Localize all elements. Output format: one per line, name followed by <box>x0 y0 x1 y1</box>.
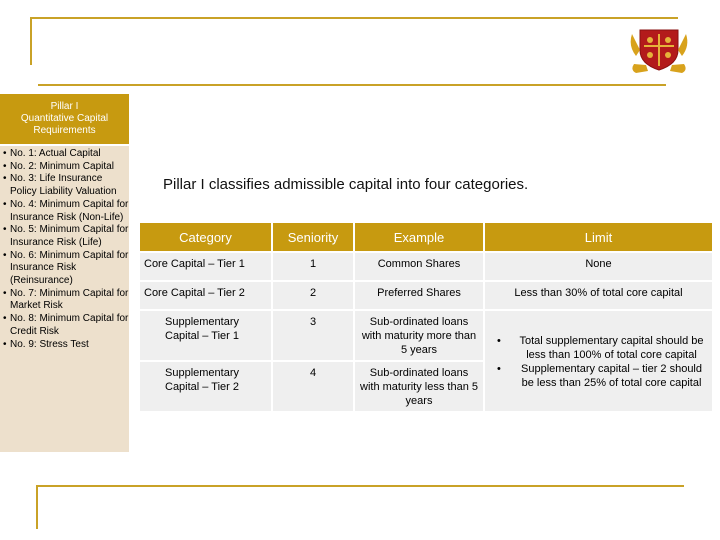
supplementary-limit-list <box>489 334 708 390</box>
column-header-category: Category <box>140 223 272 252</box>
left-decorative-line <box>30 17 32 65</box>
cell-seniority: 3 <box>272 310 354 361</box>
cell-example: Preferred Shares <box>354 281 484 310</box>
cell-example: Common Shares <box>354 252 484 281</box>
column-header-seniority: Seniority <box>272 223 354 252</box>
sidebar-title: Pillar I <box>50 101 79 112</box>
sidebar-item: • No. 4: Minimum Capital for Insurance Risk (Non-Life) <box>3 199 129 224</box>
bottom-decorative-line <box>36 485 684 487</box>
sidebar-list <box>0 146 129 351</box>
capital-categories-table <box>140 223 712 411</box>
sidebar-panel <box>0 146 129 452</box>
cell-category: Supplementary Capital – Tier 1 <box>140 310 272 361</box>
table-row <box>140 281 712 310</box>
cell-example: Sub-ordinated loans with maturity less than 5 years <box>354 361 484 411</box>
sidebar-item: • No. 7: Minimum Capital for Market Risk <box>3 288 129 313</box>
cell-category: Supplementary Capital – Tier 2 <box>140 361 272 411</box>
cell-limit: None <box>484 252 712 281</box>
cell-limit: Less than 30% of total core capital <box>484 281 712 310</box>
column-header-limit: Limit <box>484 223 712 252</box>
sidebar-subtitle-line-1: Quantitative Capital <box>20 113 109 124</box>
header-decorative-line <box>38 84 666 86</box>
table-row <box>140 310 712 361</box>
cell-seniority: 4 <box>272 361 354 411</box>
sidebar-item: • No. 5: Minimum Capital for Insurance Risk (Life) <box>3 224 129 249</box>
bottom-left-decorative-line <box>36 485 38 529</box>
sidebar-item: • No. 6: Minimum Capital for Insurance Risk (Reinsurance) <box>3 250 129 288</box>
limit-bullet: • Total supplementary capital should be less than 100% of total core capital <box>489 334 708 362</box>
cell-seniority: 1 <box>272 252 354 281</box>
cell-limit-supplementary <box>484 310 712 411</box>
sidebar-item: • No. 3: Life Insurance Policy Liability Valuation <box>3 173 129 198</box>
sidebar-item: • No. 8: Minimum Capital for Credit Risk <box>3 313 129 338</box>
page-heading: Pillar I classifies admissible capital into four categories. <box>163 176 529 193</box>
table-header-row <box>140 223 712 252</box>
sidebar-item: • No. 9: Stress Test <box>3 339 129 352</box>
university-crest-icon <box>626 24 692 76</box>
sidebar-item: • No. 2: Minimum Capital <box>3 161 129 174</box>
cell-example: Sub-ordinated loans with maturity more than 5 years <box>354 310 484 361</box>
sidebar-subtitle-line-2: Requirements <box>33 125 96 136</box>
top-decorative-line <box>30 17 678 19</box>
column-header-example: Example <box>354 223 484 252</box>
cell-category: Core Capital – Tier 1 <box>140 252 272 281</box>
limit-bullet: • Supplementary capital – tier 2 should be less than 25% of total core capital <box>489 362 708 390</box>
table-row <box>140 252 712 281</box>
sidebar-header <box>0 94 129 144</box>
cell-seniority: 2 <box>272 281 354 310</box>
sidebar-item: • No. 1: Actual Capital <box>3 148 129 161</box>
cell-category: Core Capital – Tier 2 <box>140 281 272 310</box>
